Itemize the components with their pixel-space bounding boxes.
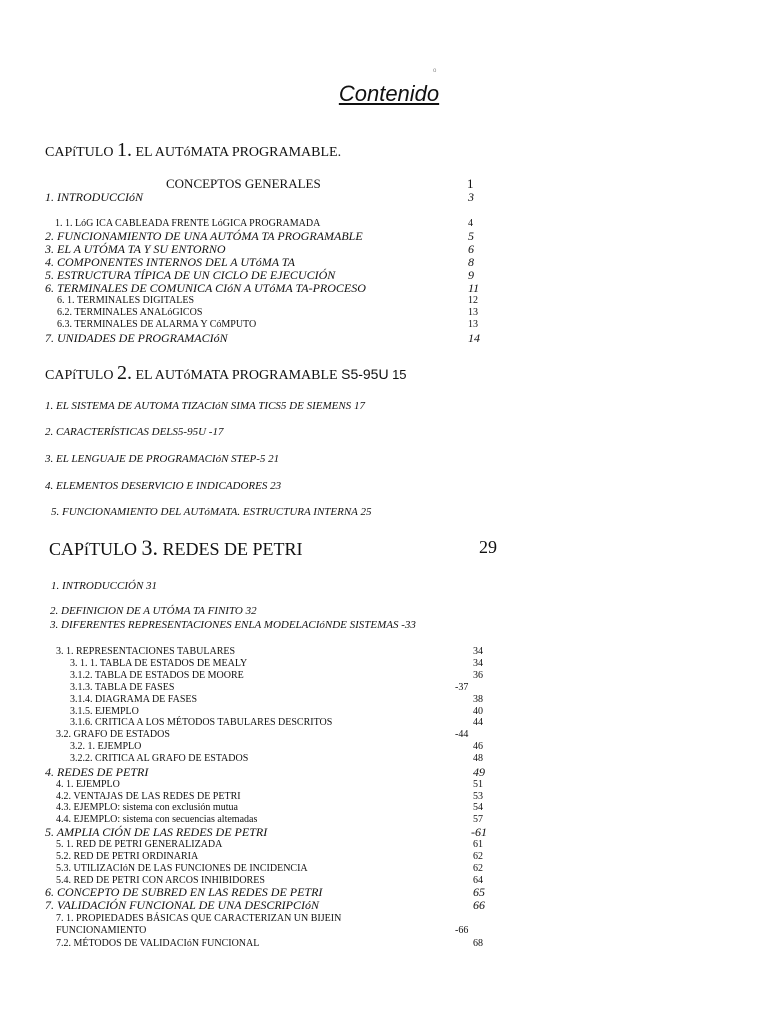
toc-entry: [45, 426, 495, 439]
chapter-2-model: S5-95U: [341, 366, 389, 382]
toc-entry-page: 53: [473, 791, 483, 802]
toc-entry-page: 12: [468, 295, 478, 306]
toc-entry: [70, 753, 486, 765]
chapter-2-name: EL AUTóMATA PROGRAMABLE: [135, 368, 338, 383]
toc-entry: [56, 863, 486, 875]
toc-entry-title: 5. AMPLIA CIÓN DE LAS REDES DE PETRI: [45, 825, 268, 839]
toc-entry-title: 3.1.6. CRITICA A LOS MÉTODOS TABULARES DESCRITOS: [70, 717, 333, 728]
toc-entry-page: 13: [468, 307, 478, 318]
toc-entry-page: 66: [473, 898, 485, 912]
toc-entry-title: 3.2.2. CRITICA AL GRAFO DE ESTADOS: [70, 753, 249, 764]
toc-entry-title: 4. COMPONENTES INTERNOS DEL A UTóMA TA: [45, 255, 295, 269]
toc-entry-title: 6.3. TERMINALES DE ALARMA Y CóMPUTO: [57, 319, 257, 330]
toc-entry-title: 6.2. TERMINALES ANALóGICOS: [57, 307, 203, 318]
toc-entry-page: 54: [473, 802, 483, 813]
toc-entry-title: 5. 1. RED DE PETRI GENERALIZADA: [56, 839, 223, 850]
toc-entry-page: 8: [468, 255, 474, 269]
chapter-2-heading: [45, 362, 407, 385]
toc-entry-page: -66: [455, 925, 469, 936]
toc-entry-title: 6. 1. TERMINALES DIGITALES: [57, 295, 195, 306]
toc-entry-title: 4. REDES DE PETRI: [45, 765, 149, 779]
toc-entry-title: 7.2. MÉTODOS DE VALIDACIóN FUNCIONAL: [56, 938, 260, 949]
toc-entry-title: 4. 1. EJEMPLO: [56, 779, 120, 790]
toc-entry: [51, 506, 495, 519]
toc-entry: [45, 191, 485, 204]
toc-entry-page: 40: [473, 706, 483, 717]
toc-entry: [57, 295, 485, 307]
toc-entry-title: 1. INTRODUCCIÓN: [51, 580, 144, 592]
toc-entry-title: 4.3. EJEMPLO: sistema con exclusión mutua: [56, 802, 238, 813]
toc-entry: [45, 282, 485, 295]
toc-entry-page: -44: [455, 729, 469, 740]
toc-entry-title: 2. FUNCIONAMIENTO DE UNA AUTÓMA TA PROGRAMABLE: [45, 229, 363, 243]
toc-entry: [45, 826, 490, 839]
toc-entry-title: 3.1.3. TABLA DE FASES: [70, 682, 175, 693]
toc-entry-title: 1. EL SISTEMA DE AUTOMA TIZACIóN SIMA TICS5 DE SIEMENS: [45, 400, 352, 412]
toc-entry: [70, 717, 486, 729]
toc-entry-title: 1. 1. LóG ICA CABLEADA FRENTE LóGICA PROGRAMADA: [55, 218, 321, 229]
toc-entry-title: 3.1.5. EJEMPLO: [70, 706, 139, 717]
toc-entry-page: 13: [468, 319, 478, 330]
toc-entry-page: -17: [208, 426, 224, 438]
toc-entry-title: 7. VALIDACIÓN FUNCIONAL DE UNA DESCRIPCIóN: [45, 898, 320, 912]
toc-entry-page: 14: [468, 331, 480, 345]
toc-entry-page: 6: [468, 242, 474, 256]
toc-entry: [56, 938, 486, 950]
chapter-3-number: 3.: [141, 535, 159, 560]
toc-entry-title: 5.3. UTILIZACIóN DE LAS FUNCIONES DE INCIDENCIA: [56, 863, 308, 874]
toc-entry-page: 32: [245, 605, 257, 617]
toc-entry: [45, 453, 495, 466]
toc-entry: [56, 802, 486, 814]
toc-entry-title: 2. CARACTERÍSTICAS DELS5-95U: [45, 426, 207, 438]
toc-entry-title: 3.1.4. DIAGRAMA DE FASES: [70, 694, 198, 705]
toc-entry-page: 5: [468, 229, 474, 243]
toc-entry-title: 3. EL A UTÓMA TA Y SU ENTORNO: [45, 242, 226, 256]
toc-entry: [45, 400, 495, 413]
toc-entry-page: 62: [473, 863, 483, 874]
toc-entry-title: FUNCIONAMIENTO: [56, 925, 147, 936]
toc-entry: [57, 319, 485, 331]
chapter-2-page: 15: [392, 367, 407, 382]
toc-entry-page: 3: [468, 190, 474, 204]
toc-entry: [70, 741, 486, 753]
toc-entry-title: 7. 1. PROPIEDADES BÁSICAS QUE CARACTERIZAN UN BIJEIN: [56, 913, 342, 924]
toc-entry-page: 48: [473, 753, 483, 764]
toc-entry: [45, 899, 490, 912]
toc-entry-title: 4. ELEMENTOS DESERVICIO E INDICADORES: [45, 480, 268, 492]
chapter-1-subtitle: CONCEPTOS GENERALES: [166, 176, 321, 191]
toc-entry-page: 49: [473, 765, 485, 779]
toc-entry: [56, 839, 486, 851]
toc-entry: [50, 605, 495, 618]
toc-entry-page: 23: [270, 480, 282, 492]
toc-entry-page: 9: [468, 268, 474, 282]
toc-entry-page: 57: [473, 814, 483, 825]
toc-entry: [70, 682, 486, 694]
toc-entry-title: 3. EL LENGUAJE DE PROGRAMACIóN STEP-5: [45, 453, 266, 465]
toc-entry: [56, 646, 486, 658]
toc-entry-title: 5. FUNCIONAMIENTO DEL AUTóMATA. ESTRUCTURA INTERNA: [51, 506, 358, 518]
toc-entry: [56, 779, 486, 791]
toc-entry: [45, 480, 495, 493]
toc-entry-page: 31: [146, 580, 158, 592]
page-title: Contenido: [338, 81, 440, 106]
chapter-2-number: 2.: [116, 362, 132, 384]
toc-entry-title: 3.2. GRAFO DE ESTADOS: [56, 729, 170, 740]
toc-entry-page: 25: [360, 506, 372, 518]
chapter-1-subtitle-page: 1: [467, 176, 474, 191]
toc-entry-title: 4.4. EJEMPLO: sistema con secuencias altemadas: [56, 814, 258, 825]
toc-entry-page: 61: [473, 839, 483, 850]
toc-entry: [51, 580, 495, 593]
toc-entry: [45, 332, 485, 345]
chapter-3-prefix: CAPíTULO: [49, 539, 138, 559]
toc-entry-title: 5. ESTRUCTURA TÍPICA DE UN CICLO DE EJECUCIÓN: [45, 268, 336, 282]
toc-entry-page: 44: [473, 717, 483, 728]
toc-entry-page: 64: [473, 875, 483, 886]
chapter-1-number: 1.: [116, 139, 132, 161]
toc-entry-title: 4.2. VENTAJAS DE LAS REDES DE PETRI: [56, 791, 241, 802]
toc-entry-page: 65: [473, 885, 485, 899]
toc-entry-page: 34: [473, 646, 483, 657]
toc-entry-page: 4: [468, 218, 473, 229]
toc-entry: [70, 670, 486, 682]
toc-entry-title: 3. 1. REPRESENTACIONES TABULARES: [56, 646, 236, 657]
toc-entry: [45, 766, 485, 779]
toc-entry: [56, 925, 486, 937]
toc-entry-title: 5.2. RED DE PETRI ORDINARIA: [56, 851, 199, 862]
chapter-1-name: EL AUTóMATA PROGRAMABLE.: [135, 145, 342, 160]
toc-entry-page: 62: [473, 851, 483, 862]
chapter-1-prefix: CAPíTULO: [45, 145, 114, 160]
toc-entry-title: 3. 1. 1. TABLA DE ESTADOS DE MEALY: [70, 658, 248, 669]
chapter-3-page: 29: [479, 537, 497, 557]
toc-entry: [70, 694, 486, 706]
toc-entry-title: 1. INTRODUCCIóN: [45, 190, 144, 204]
toc-entry-page: 38: [473, 694, 483, 705]
toc-entry: [56, 729, 486, 741]
chapter-3-heading: [49, 535, 303, 561]
toc-entry: [57, 307, 485, 319]
toc-entry-title: 3.1.2. TABLA DE ESTADOS DE MOORE: [70, 670, 244, 681]
toc-entry-page: 51: [473, 779, 483, 790]
toc-entry: [70, 658, 486, 670]
toc-entry-title: 7. UNIDADES DE PROGRAMACIóN: [45, 331, 228, 345]
toc-entry-title: 2. DEFINICION DE A UTÓMA TA FINITO: [50, 605, 243, 617]
toc-entry-title: 3. DIFERENTES REPRESENTACIONES ENLA MODELACIóNDE SISTEMAS -33: [50, 619, 416, 631]
toc-entry-page: 68: [473, 938, 483, 949]
stray-mark: o: [433, 68, 437, 74]
toc-entry-title: 6. TERMINALES DE COMUNICA CIóN A UTóMA TA-PROCESO: [45, 281, 366, 295]
toc-entry: [56, 851, 486, 863]
toc-entry-page: 11: [468, 281, 480, 295]
toc-entry-page: 21: [268, 453, 280, 465]
chapter-3-name: REDES DE PETRI: [162, 539, 303, 559]
toc-entry-page: 17: [353, 400, 365, 412]
toc-entry: [50, 619, 495, 632]
toc-entry-page: -37: [455, 682, 469, 693]
chapter-2-prefix: CAPíTULO: [45, 368, 114, 383]
toc-entry-page: 46: [473, 741, 483, 752]
toc-entry-page: 34: [473, 658, 483, 669]
toc-entry-title: 5.4. RED DE PETRI CON ARCOS INHIBIDORES: [56, 875, 265, 886]
toc-entry: [56, 913, 486, 925]
toc-entry-title: 6. CONCEPTO DE SUBRED EN LAS REDES DE PETRI: [45, 885, 323, 899]
toc-entry-page: 36: [473, 670, 483, 681]
chapter-1-heading: [45, 139, 341, 162]
toc-entry-title: 3.2. 1. EJEMPLO: [70, 741, 142, 752]
toc-entry-page: -61: [471, 825, 487, 839]
